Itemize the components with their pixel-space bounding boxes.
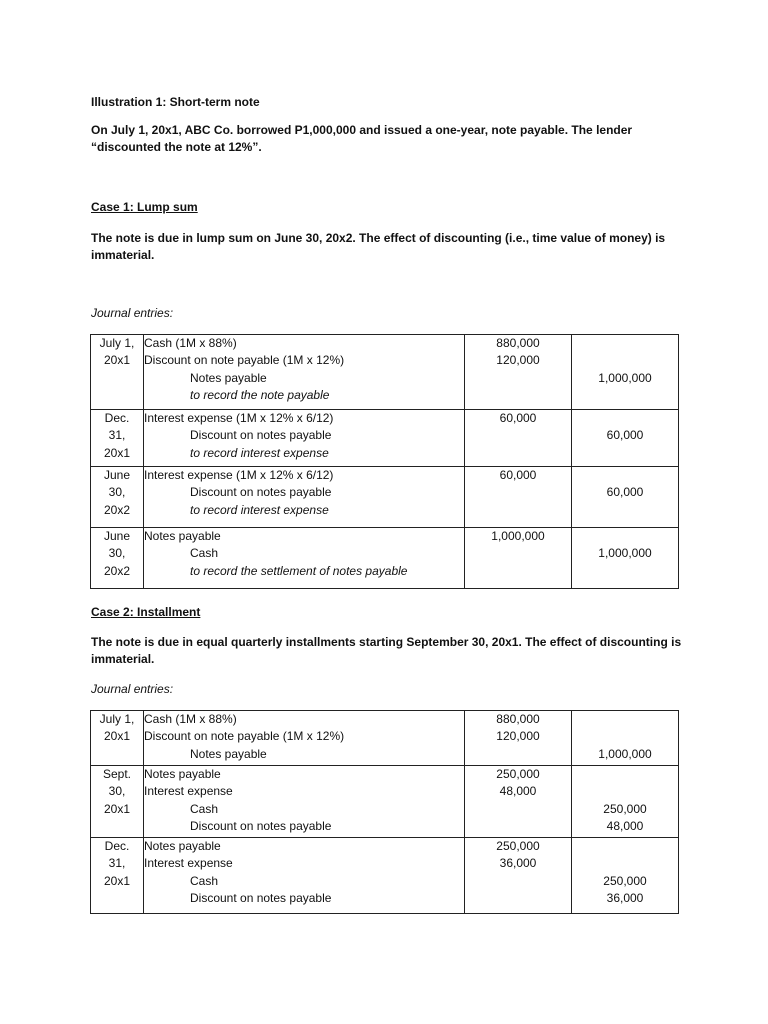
account-title: Cash [190,546,219,561]
entry-description [144,335,465,410]
credit-amounts [572,528,679,589]
debit-amounts [465,467,572,528]
credit-amount: 36,000 [606,890,644,905]
entry-date-line: 20x1 [103,801,131,816]
account-title: Cash (1M x 88%) [144,336,237,350]
debit-amount [465,890,571,907]
entry-date-line: 30, [108,485,126,500]
entry-description [144,711,465,766]
entry-explanation: to record the settlement of notes payable [190,563,408,578]
journal-entry-row [91,410,679,467]
case1-journal-table [90,334,679,589]
credit-amount [572,783,678,800]
credit-amount [572,335,678,352]
credit-amounts [572,410,679,467]
entry-date-line: 20x1 [103,729,131,744]
entry-date-line: 20x1 [103,353,131,368]
debit-amount: 250,000 [496,839,540,853]
case1-description: The note is due in lump sum on June 30, 20x2. The effect of discounting (i.e., time value of money) is immaterial. [91,231,666,262]
entry-date-line: 20x2 [103,563,131,578]
debit-amount: 880,000 [496,712,540,726]
debit-amount [465,873,571,890]
debit-amount [465,484,571,501]
entry-date-line: 20x1 [103,873,131,888]
entry-date [91,711,144,766]
debit-amount: 250,000 [496,767,540,781]
entry-date-line: 31, [108,856,126,871]
account-title: Discount on notes payable [190,818,332,833]
credit-amount [572,728,678,745]
case2-journal-label: Journal entries: [91,682,174,696]
debit-amount: 120,000 [496,729,540,744]
page-title: Illustration 1: Short-term note [91,95,260,109]
entry-date-line: Dec. [104,839,130,853]
credit-amount [572,563,678,580]
debit-amount: 60,000 [499,411,537,425]
entry-date-line: 20x1 [103,445,131,460]
entry-date-line: 20x2 [103,502,131,517]
entry-date-line: 30, [108,546,126,561]
entry-date-line: 30, [108,784,126,799]
debit-amounts [465,528,572,589]
entry-date [91,766,144,838]
entry-description [144,838,465,914]
debit-amount: 120,000 [496,353,540,368]
credit-amounts [572,838,679,914]
debit-amount [465,801,571,818]
credit-amount [572,387,678,404]
credit-amount [572,711,678,728]
entry-description [144,410,465,467]
case1-journal-label: Journal entries: [91,306,174,320]
entry-date-line: July 1, [99,712,135,726]
debit-amount: 880,000 [496,336,540,350]
entry-date-line: Dec. [104,411,130,425]
credit-amount: 250,000 [603,801,647,816]
account-title: Cash [190,801,219,816]
entry-date-line: 31, [108,428,126,443]
account-title: Discount on note payable (1M x 12%) [144,353,345,368]
account-title: Notes payable [144,767,221,781]
case2-journal-table [90,710,679,914]
account-title: Discount on note payable (1M x 12%) [144,729,345,744]
case2-heading: Case 2: Installment [91,605,201,619]
entry-description [144,467,465,528]
debit-amount [465,370,571,387]
credit-amount: 250,000 [603,873,647,888]
debit-amounts [465,410,572,467]
account-title: Notes payable [190,746,267,761]
credit-amount: 48,000 [606,818,644,833]
account-title: Interest expense [144,856,233,871]
entry-date-line: June [103,468,131,482]
journal-entry-row [91,528,679,589]
entry-description [144,528,465,589]
account-title: Notes payable [144,839,221,853]
credit-amounts [572,467,679,528]
credit-amount: 1,000,000 [598,370,652,385]
credit-amount [572,838,678,855]
journal-entry-row [91,467,679,528]
debit-amount [465,502,571,519]
account-title: Discount on notes payable [190,485,332,500]
credit-amount [572,445,678,462]
account-title: Interest expense [144,784,233,799]
account-title: Discount on notes payable [190,890,332,905]
debit-amounts [465,335,572,410]
credit-amount: 60,000 [606,428,644,443]
account-title: Cash (1M x 88%) [144,712,237,726]
entry-date [91,528,144,589]
debit-amount [465,445,571,462]
entry-date [91,335,144,410]
entry-date-line: July 1, [99,336,135,350]
debit-amount: 48,000 [499,784,537,799]
credit-amount: 60,000 [606,485,644,500]
debit-amount: 60,000 [499,468,537,482]
credit-amount [572,502,678,519]
entry-description [144,766,465,838]
entry-explanation: to record interest expense [190,502,329,517]
account-title: Interest expense (1M x 12% x 6/12) [144,411,334,425]
debit-amounts [465,766,572,838]
journal-entry-row [91,335,679,410]
credit-amount: 1,000,000 [598,746,652,761]
entry-date-line: June [103,529,131,543]
account-title: Cash [190,873,219,888]
entry-explanation: to record interest expense [190,445,329,460]
credit-amount [572,352,678,369]
account-title: Notes payable [190,370,267,385]
debit-amount [465,545,571,562]
credit-amounts [572,766,679,838]
journal-entry-row [91,711,679,766]
credit-amount [572,855,678,872]
credit-amount [572,766,678,783]
debit-amount: 36,000 [499,856,537,871]
intro-paragraph: On July 1, 20x1, ABC Co. borrowed P1,000,000 and issued a one-year, note payable. The lender “discounted the note at 12%”. [91,123,633,154]
journal-entry-row [91,766,679,838]
entry-date [91,467,144,528]
debit-amount [465,563,571,580]
case1-heading: Case 1: Lump sum [91,200,198,214]
case2-description: The note is due in equal quarterly installments starting September 30, 20x1. The effect of discounting is immaterial. [91,635,682,666]
credit-amount [572,528,678,545]
debit-amounts [465,711,572,766]
journal-entry-row [91,838,679,914]
account-title: Interest expense (1M x 12% x 6/12) [144,468,334,482]
account-title: Notes payable [144,529,221,543]
debit-amounts [465,838,572,914]
credit-amount: 1,000,000 [598,546,652,561]
entry-date [91,410,144,467]
debit-amount: 1,000,000 [491,529,545,543]
credit-amounts [572,711,679,766]
entry-explanation: to record the note payable [190,387,330,402]
entry-date [91,838,144,914]
credit-amount [572,467,678,484]
credit-amount [572,410,678,427]
account-title: Discount on notes payable [190,428,332,443]
debit-amount [465,427,571,444]
debit-amount [465,818,571,835]
credit-amounts [572,335,679,410]
debit-amount [465,387,571,404]
debit-amount [465,746,571,763]
entry-date-line: Sept. [102,767,132,781]
